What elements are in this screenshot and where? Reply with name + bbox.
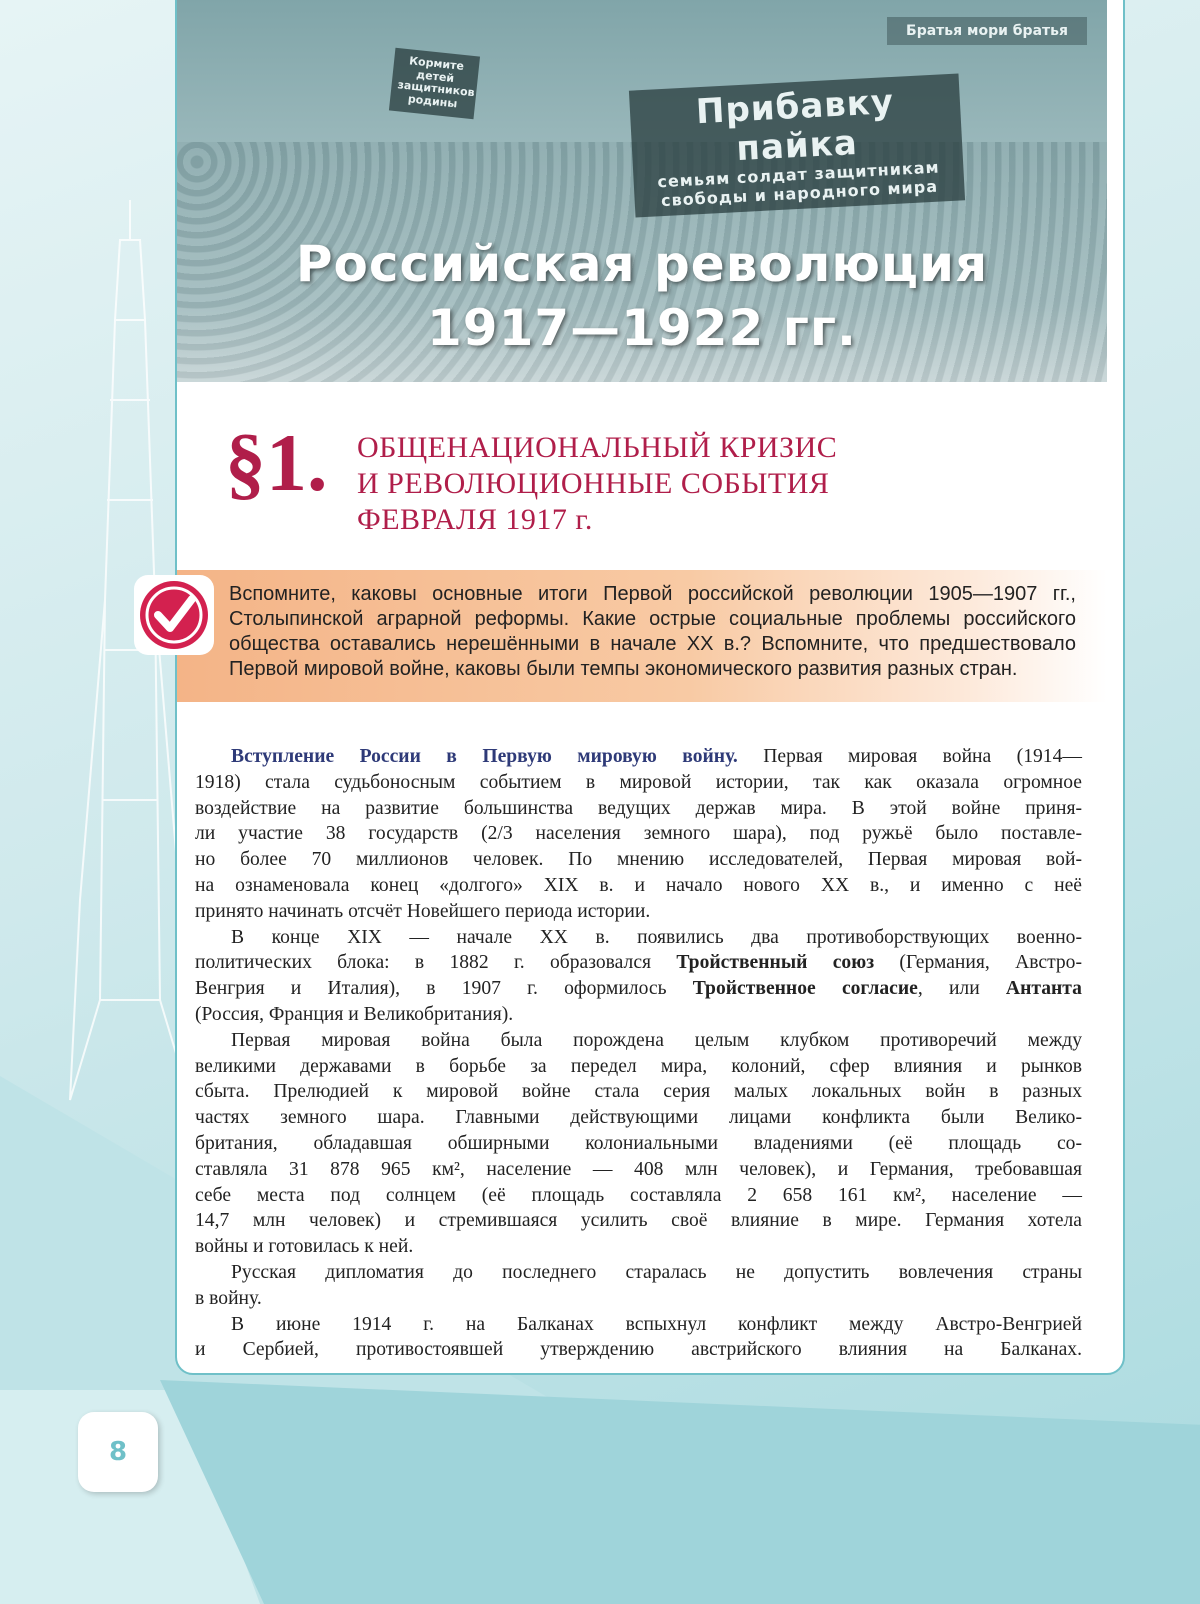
section-title-line: ОБЩЕНАЦИОНАЛЬНЫЙ КРИЗИС (357, 431, 838, 464)
emphasis-text: Тройственный союз (676, 952, 875, 974)
section-title-line: И РЕВОЛЮЦИОННЫЕ СОБЫТИЯ (357, 467, 830, 500)
checkmark-icon (140, 581, 208, 649)
section-title (357, 430, 837, 538)
recall-question-text: Вспомните, каковы основные итоги Первой российской революции 1905—1907 гг., Столыпинской аграрной реформы. Какие острые социальные проблемы российского общества оставались нерешёнными в начале XX в.? Вспомните, что предшествовало Первой мировой войне, каковы были темпы экономического развития разных стран. (229, 583, 1076, 680)
photo-banner (629, 73, 965, 217)
chapter-title (177, 232, 1107, 360)
chapter-title-line: 1917—1922 гг. (427, 299, 857, 357)
text-run: сбыта. Прелюдией к мировой войне стала серия малых локальных войн в разных (195, 1081, 1082, 1103)
text-line (195, 1183, 1082, 1209)
text-run: Русская дипломатия до последнего старалась не допустить вовлечения страны (231, 1261, 1082, 1283)
text-run: политических блока: в 1882 г. образовался (195, 952, 677, 974)
header-photo (177, 0, 1107, 382)
emphasis-text: Вступление России в Первую мировую войну. (231, 746, 738, 767)
text-run: ли участие 38 государств (2/3 населения земного шара), под ружьё было поставле- (195, 823, 1082, 845)
page-number: 8 (78, 1412, 158, 1492)
text-run: британия, обладавшая обширными колониальными владениями (её площадь со- (195, 1132, 1082, 1154)
text-line (195, 899, 1082, 925)
text-run: и Сербией, противостоявшей утверждению австрийского влияния на Балканах. (195, 1339, 1082, 1361)
text-run: , или (917, 978, 1006, 1000)
text-line (195, 925, 1082, 951)
text-line (195, 1208, 1082, 1234)
chapter-title-line: Российская революция (295, 235, 989, 293)
text-run: в войну. (195, 1287, 262, 1309)
text-run: великими державами в борьбе за передел мира, колоний, сфер влияния и рынков (195, 1055, 1082, 1077)
text-run: принято начинать отсчёт Новейшего периода истории. (195, 900, 651, 922)
text-run: частях земного шара. Главными действующими лицами конфликта были Велико- (195, 1107, 1082, 1129)
photo-banner-title: Прибавку пайка (695, 81, 895, 170)
text-run: (Германия, Австро- (874, 952, 1082, 974)
text-run: на ознаменовала конец «долгого» XIX в. и начало нового XX в., и именно с неё (195, 874, 1082, 896)
text-line (195, 1105, 1082, 1131)
text-line (195, 1002, 1082, 1028)
text-line (195, 847, 1082, 873)
text-line (195, 1337, 1082, 1363)
text-run: В июне 1914 г. на Балканах вспыхнул конфликт между Австро-Венгрией (231, 1313, 1082, 1335)
text-line (195, 1260, 1082, 1286)
text-line (195, 1234, 1082, 1260)
text-run: ставляла 31 878 965 км², население — 408 млн человек), и Германия, требовавшая (195, 1158, 1082, 1180)
recall-question-box (177, 570, 1107, 702)
text-run: (Россия, Франция и Великобритания). (195, 1003, 514, 1025)
text-line (195, 873, 1082, 899)
text-line (195, 950, 1082, 976)
text-run: В конце XIX — начале XX в. появились два противоборствующих военно- (231, 926, 1082, 948)
text-line (195, 1157, 1082, 1183)
photo-banner: Братья мори братья (887, 17, 1087, 45)
text-line (195, 796, 1082, 822)
text-line (195, 976, 1082, 1002)
text-line (195, 1286, 1082, 1312)
text-run: 1918) стала судьбоносным событием в мировой истории, так как оказала огромное (195, 771, 1082, 793)
emphasis-text: Антанта (1005, 978, 1082, 1000)
text-line (195, 770, 1082, 796)
text-line (195, 1028, 1082, 1054)
text-run: себе места под солнцем (её площадь составляла 2 658 161 км², население — (195, 1184, 1082, 1206)
text-line (195, 744, 1082, 770)
text-run: Первая мировая война была порождена целым клубком противоречий между (231, 1029, 1082, 1051)
text-run: Венгрия и Италия), в 1907 г. оформилось (195, 978, 693, 1000)
background-shape (160, 1380, 1200, 1604)
text-line (195, 1312, 1082, 1338)
text-run: войны и готовилась к ней. (195, 1236, 414, 1258)
text-run: 14,7 млн человек) и стремившаяся усилить своё влияние в мире. Германия хотела (195, 1210, 1082, 1232)
photo-banner: Кормите детей защитников родины (389, 48, 480, 119)
section-title-line: ФЕВРАЛЯ 1917 г. (357, 503, 593, 536)
checkmark-badge (134, 575, 214, 655)
text-run: воздействие на развитие большинства ведущих держав мира. В этой войне приня- (195, 797, 1082, 819)
text-line (195, 1054, 1082, 1080)
text-run: Первая мировая война (1914— (737, 746, 1082, 767)
text-line (195, 1079, 1082, 1105)
text-line (195, 1131, 1082, 1157)
text-run: но более 70 миллионов человек. По мнению исследователей, Первая мировая вой- (195, 849, 1082, 871)
section-number: §1. (225, 417, 328, 508)
body-text (195, 744, 1082, 1363)
page-panel (175, 0, 1125, 1375)
emphasis-text: Тройственное согласие (692, 978, 918, 1000)
text-line (195, 821, 1082, 847)
photo-banner-text: семьям солдат защитникам свободы и народного мира (656, 157, 941, 210)
